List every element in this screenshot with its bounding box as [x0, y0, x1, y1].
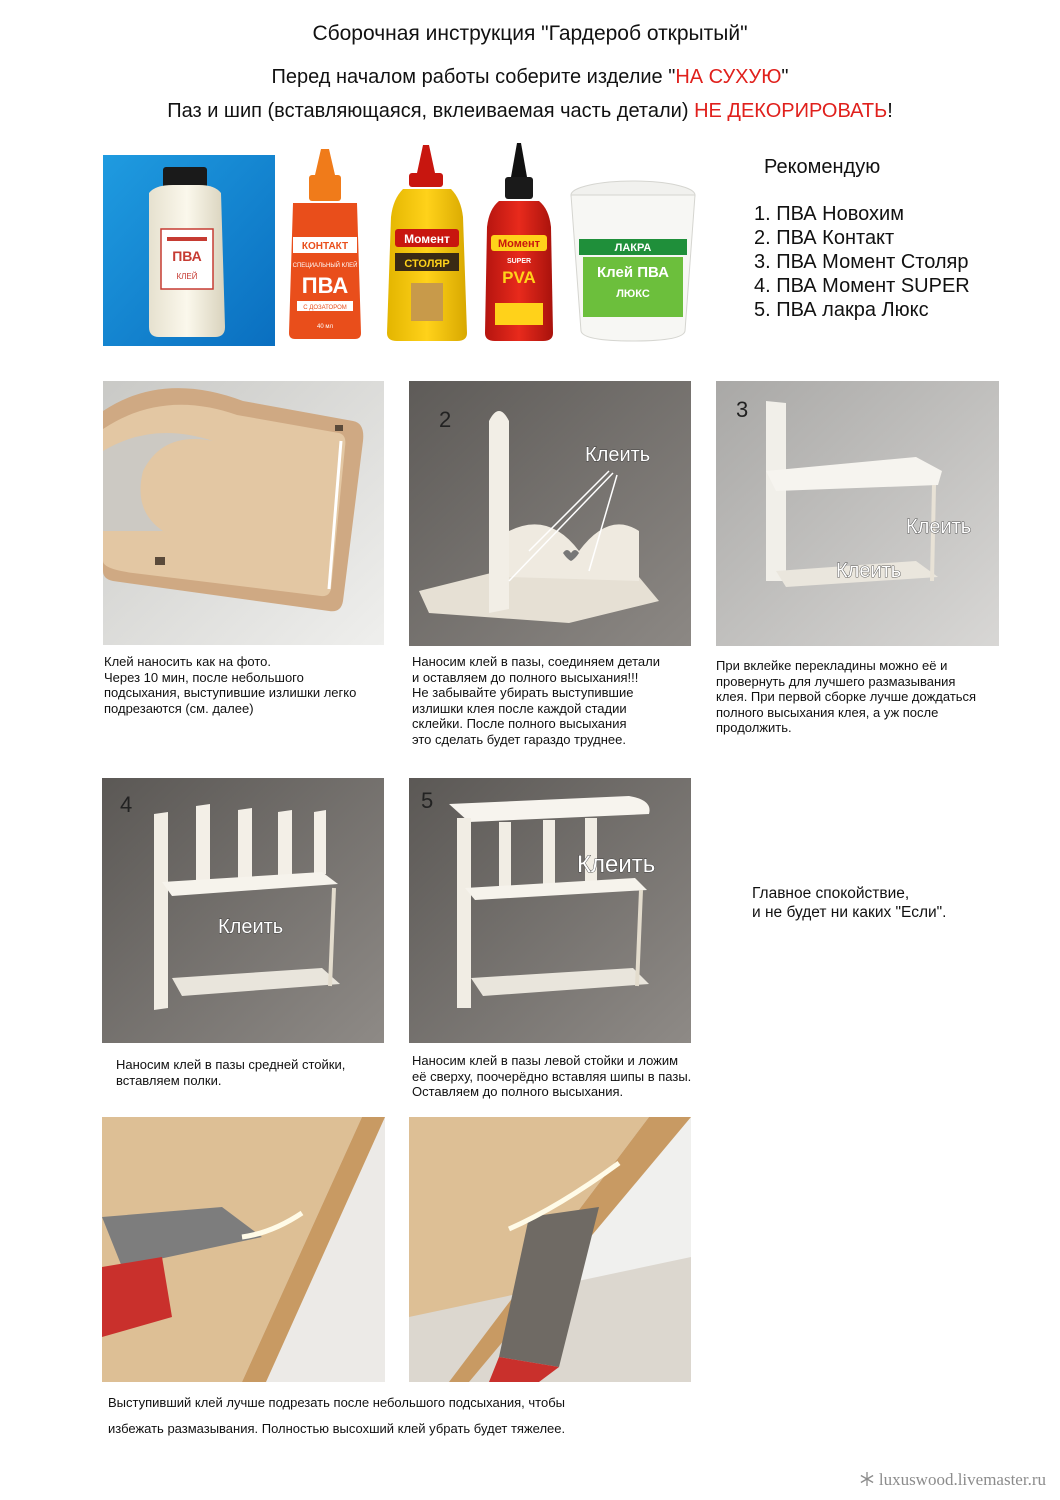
kontakt-sub: СПЕЦИАЛЬНЫЙ КЛЕЙ: [292, 263, 358, 269]
dry-note-highlight: НА СУХУЮ: [675, 66, 782, 88]
caption-line: При вклейке перекладины можно её и: [716, 658, 948, 673]
caption-line: подрезаются (см. далее): [104, 700, 254, 716]
no-decor-suffix: !: [887, 100, 893, 122]
caption-line: Клей наносить как на фото.: [104, 654, 271, 669]
glue-product-lakra: [571, 181, 695, 341]
recommend-title: Рекомендую: [764, 156, 881, 178]
no-decor-prefix: Паз и шип (вставляющаяся, вклеиваемая часть детали): [167, 100, 695, 122]
glue-product-kontakt: [289, 149, 361, 339]
novokhim-label: ПВА: [172, 248, 202, 264]
moment-super-brand: Момент: [497, 238, 541, 250]
step3-glue-label-bottom: Клеить: [836, 560, 902, 582]
step4-number: 4: [120, 792, 133, 817]
kontakt-note: С ДОЗАТОРОМ: [303, 305, 347, 311]
caption-line: её сверху, поочерёдно вставляя шипы в пазы.: [412, 1068, 692, 1084]
caption-line: Оставляем до полного высыхания.: [412, 1084, 624, 1099]
caption-line: вставляем полки.: [116, 1072, 222, 1088]
trim-photo-left: [102, 1117, 385, 1382]
caption-line: избежать размазывания. Полностью высохший клей убрать будет тяжелее.: [108, 1421, 566, 1436]
step3-glue-label-top: Клеить: [906, 516, 972, 538]
kontakt-label: ПВА: [301, 273, 349, 298]
step5-number: 5: [421, 788, 434, 813]
recommend-item: 4. ПВА Момент SUPER: [754, 275, 970, 297]
recommend-item: 1. ПВА Новохим: [754, 203, 904, 225]
caption-trim: [108, 1390, 668, 1442]
moment-super-super: SUPER: [506, 258, 532, 265]
caption-line: полного высыхания клея, а уж после: [716, 704, 939, 720]
recommend-item: 2. ПВА Контакт: [754, 227, 895, 249]
caption-line: излишки клея после каждой стадии: [412, 700, 627, 716]
watermark-text: luxuswood.livemaster.ru: [878, 1470, 1046, 1489]
novokhim-sub: КЛЕЙ: [176, 272, 198, 281]
glue-product-moment-stolyar: [387, 145, 467, 341]
quote-line: Главное спокойствие,: [752, 885, 910, 902]
caption-line: Наносим клей в пазы средней стойки,: [116, 1057, 346, 1072]
recommend-list: [754, 202, 970, 322]
step4-photo: [102, 778, 384, 1043]
caption-line: склейки. После полного высыхания: [412, 716, 627, 731]
caption-line: клея. При первой сборке лучше дождаться: [716, 689, 977, 704]
watermark: [859, 1470, 1046, 1490]
caption-line: и оставляем до полного высыхания!!!: [412, 669, 639, 685]
moment-stolyar-label: СТОЛЯР: [404, 258, 450, 270]
caption-step1: [104, 654, 394, 716]
lakra-sub: ЛЮКС: [616, 288, 650, 300]
step1-photo: [103, 381, 384, 645]
trim-photo-right: [409, 1117, 691, 1382]
no-decor-note: [0, 100, 1060, 123]
step2-glue-label: Клеить: [585, 444, 651, 466]
step3-photo: [716, 381, 999, 646]
moment-super-label: PVA: [502, 268, 536, 287]
glue-product-moment-super: [485, 143, 553, 341]
lakra-label: Клей ПВА: [597, 264, 669, 281]
snowflake-icon: [859, 1471, 875, 1487]
no-decor-highlight: НЕ ДЕКОРИРОВАТЬ: [694, 100, 888, 122]
caption-step4: [116, 1057, 396, 1088]
moment-stolyar-brand: Момент: [404, 232, 450, 246]
glue-product-novokhim: [103, 155, 275, 346]
step5-photo: [409, 778, 691, 1043]
caption-line: Через 10 мин, после небольшого: [104, 669, 304, 685]
recommend-item: 5. ПВА лакра Люкс: [754, 299, 929, 321]
step2-photo: [409, 381, 691, 646]
caption-line: Наносим клей в пазы, соединяем детали: [412, 654, 660, 669]
caption-step5: [412, 1053, 732, 1100]
kontakt-volume: 40 мл: [317, 324, 333, 330]
kontakt-brand: КОНТАКТ: [301, 241, 349, 252]
caption-line: провернуть для лучшего размазывания: [716, 673, 956, 689]
step4-glue-label: Клеить: [218, 916, 284, 938]
calm-quote: [752, 884, 946, 922]
lakra-brand: ЛАКРА: [614, 242, 652, 254]
caption-step2: [412, 654, 704, 747]
caption-line: Выступивший клей лучше подрезать после небольшого подсыхания, чтобы: [108, 1395, 565, 1410]
caption-step3: [716, 658, 1016, 736]
glue-products-image: [103, 143, 733, 346]
page-title: Сборочная инструкция "Гардероб открытый": [312, 22, 748, 45]
step2-number: 2: [439, 407, 452, 432]
caption-line: подсыхания, выступившие излишки легко: [104, 685, 357, 700]
caption-line: продолжить.: [716, 720, 792, 735]
step5-glue-label: Клеить: [577, 851, 656, 878]
dry-assembly-note: [0, 66, 1060, 89]
step3-number: 3: [736, 397, 749, 422]
caption-line: это сделать будет гараздо труднее.: [412, 731, 626, 747]
dry-note-suffix: ": [781, 66, 789, 88]
quote-line: и не будет ни каких "Если".: [752, 904, 947, 921]
recommend-item: 3. ПВА Момент Столяр: [754, 251, 969, 273]
caption-line: Наносим клей в пазы левой стойки и ложим: [412, 1053, 679, 1068]
dry-note-prefix: Перед началом работы соберите изделие ": [271, 66, 676, 88]
caption-line: Не забывайте убирать выступившие: [412, 685, 634, 700]
